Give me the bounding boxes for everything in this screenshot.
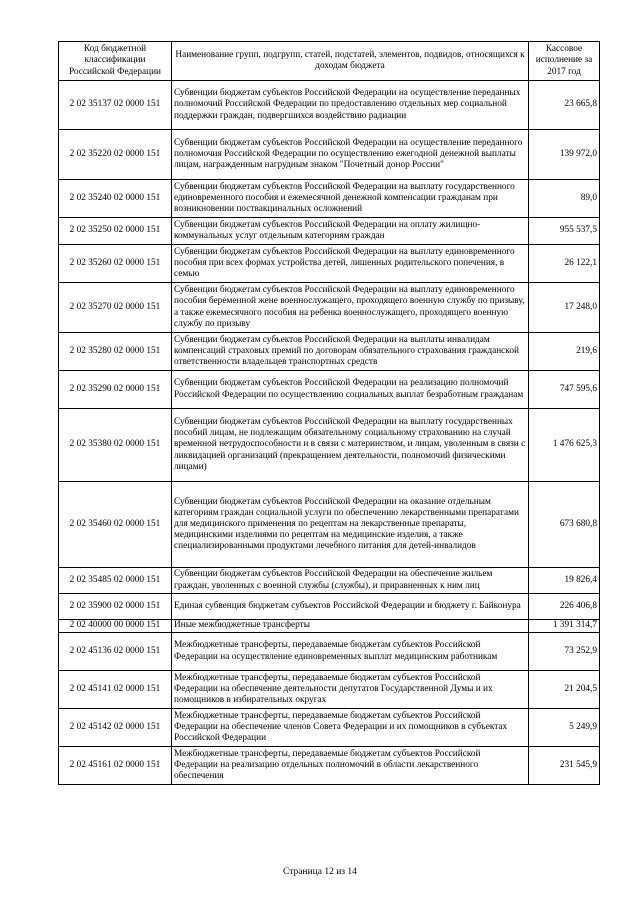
table-row: [59, 633, 600, 671]
table-row: [59, 283, 600, 333]
table-row: [59, 81, 600, 130]
name-cell: Субвенции бюджетам субъектов Российской Федерации на осуществление переданных полномочий Российской Федерации по предоставлению отдельных мер социальной поддержки граждан, подвергшихся воздействию радиации: [172, 81, 529, 130]
amount-cell: 139 972,0: [529, 130, 600, 180]
header-amount: Кассовое исполнение за 2017 год: [529, 42, 600, 81]
name-cell: Субвенции бюджетам субъектов Российской Федерации на выплату единовременного пособия беременной жене военнослужащего, проходящего военную службу по призыву, а также ежемесячного пособия на ребенка военнослужащего, проходящего военную службу по призыву: [172, 283, 529, 333]
name-cell: Межбюджетные трансферты, передаваемые бюджетам субъектов Российской Федерации на реализацию отдельных полномочий в области лекарственного обеспечения: [172, 747, 529, 785]
amount-cell: 673 680,8: [529, 482, 600, 568]
budget-revenue-table: [58, 41, 600, 785]
table-row: [59, 482, 600, 568]
name-cell: Иные межбюджетные трансферты: [172, 620, 529, 633]
name-cell: Субвенции бюджетам субъектов Российской Федерации на осуществление переданного полномочия Российской Федерации по осуществлению ежегодной денежной выплаты лицам, награжденным нагрудным знаком "Почетный донор России": [172, 130, 529, 180]
table-row: [59, 594, 600, 620]
code-cell: 2 02 35290 02 0000 151: [59, 371, 172, 409]
amount-cell: 5 249,9: [529, 709, 600, 747]
name-cell: Субвенции бюджетам субъектов Российской Федерации на выплаты инвалидам компенсаций страховых премий по договорам обязательного страхования гражданской ответственности владельцев транспортных средств: [172, 333, 529, 371]
name-cell: Субвенции бюджетам субъектов Российской Федерации на выплату государственного единовременного пособия и ежемесячной денежной компенсации гражданам при возникновении поствакцинальных осложнений: [172, 180, 529, 218]
name-cell: Субвенции бюджетам субъектов Российской Федерации на оказание отдельным категориям граждан социальной услуги по обеспечению лекарственными препаратами для медицинского применения по рецептам на лекарственные препараты, медицинскими изделиями по рецептам на медицинские изделия, а также специализированными продуктами лечебного питания для детей-инвалидов: [172, 482, 529, 568]
code-cell: 2 02 45141 02 0000 151: [59, 671, 172, 709]
table-body: [59, 81, 600, 785]
name-cell: Субвенции бюджетам субъектов Российской Федерации на выплату государственных пособий лицам, не подлежащим обязательному социальному страхованию на случай временной нетрудоспособности и в связи с материнством, и лицам, уволенным в связи с ликвидацией организаций (прекращением деятельности, полномочий физическими лицами): [172, 409, 529, 482]
table-row: [59, 709, 600, 747]
code-cell: 2 02 35260 02 0000 151: [59, 245, 172, 283]
table-row: [59, 333, 600, 371]
table-row: [59, 130, 600, 180]
amount-cell: 73 252,9: [529, 633, 600, 671]
table-row: [59, 180, 600, 218]
amount-cell: 21 204,5: [529, 671, 600, 709]
code-cell: 2 02 45142 02 0000 151: [59, 709, 172, 747]
code-cell: 2 02 35137 02 0000 151: [59, 81, 172, 130]
name-cell: Межбюджетные трансферты, передаваемые бюджетам субъектов Российской Федерации на обеспечение деятельности депутатов Государственной Думы и их помощников в избирательных округах: [172, 671, 529, 709]
code-cell: 2 02 35240 02 0000 151: [59, 180, 172, 218]
name-cell: Субвенции бюджетам субъектов Российской Федерации на оплату жилищно-коммунальных услуг отдельным категориям граждан: [172, 218, 529, 245]
code-cell: 2 02 35380 02 0000 151: [59, 409, 172, 482]
amount-cell: 1 476 625,3: [529, 409, 600, 482]
name-cell: Единая субвенция бюджетам субъектов Российской Федерации и бюджету г. Байконура: [172, 594, 529, 620]
amount-cell: 17 248,0: [529, 283, 600, 333]
code-cell: 2 02 35250 02 0000 151: [59, 218, 172, 245]
table-row: [59, 747, 600, 785]
code-cell: 2 02 35220 02 0000 151: [59, 130, 172, 180]
amount-cell: 226 406,8: [529, 594, 600, 620]
table-row: [59, 245, 600, 283]
code-cell: 2 02 35280 02 0000 151: [59, 333, 172, 371]
table-row: [59, 371, 600, 409]
name-cell: Субвенции бюджетам субъектов Российской Федерации на реализацию полномочий Российской Федерации по осуществлению социальных выплат безработным гражданам: [172, 371, 529, 409]
code-cell: 2 02 35460 02 0000 151: [59, 482, 172, 568]
amount-cell: 26 122,1: [529, 245, 600, 283]
name-cell: Субвенции бюджетам субъектов Российской Федерации на обеспечение жильем граждан, уволенных с военной службы (службы), и приравненных к ним лиц: [172, 568, 529, 594]
table-row: [59, 218, 600, 245]
code-cell: 2 02 35485 02 0000 151: [59, 568, 172, 594]
table-row: [59, 409, 600, 482]
name-cell: Субвенции бюджетам субъектов Российской Федерации на выплату единовременного пособия при всех формах устройства детей, лишенных родительского попечения, в семью: [172, 245, 529, 283]
table-row: [59, 568, 600, 594]
header-code: Код бюджетной классификации Российской Федерации: [59, 42, 172, 81]
amount-cell: 231 545,9: [529, 747, 600, 785]
amount-cell: 747 595,6: [529, 371, 600, 409]
code-cell: 2 02 35270 02 0000 151: [59, 283, 172, 333]
amount-cell: 1 391 314,7: [529, 620, 600, 633]
code-cell: 2 02 35900 02 0000 151: [59, 594, 172, 620]
header-name: Наименование групп, подгрупп, статей, подстатей, элементов, подвидов, относящихся к доходам бюджета: [172, 42, 529, 81]
table-header-row: [59, 42, 600, 81]
amount-cell: 23 665,8: [529, 81, 600, 130]
amount-cell: 955 537,5: [529, 218, 600, 245]
code-cell: 2 02 40000 00 0000 151: [59, 620, 172, 633]
code-cell: 2 02 45161 02 0000 151: [59, 747, 172, 785]
table-row: [59, 620, 600, 633]
table-row: [59, 671, 600, 709]
code-cell: 2 02 45136 02 0000 151: [59, 633, 172, 671]
amount-cell: 89,0: [529, 180, 600, 218]
page-number: Страница 12 из 14: [283, 867, 357, 877]
name-cell: Межбюджетные трансферты, передаваемые бюджетам субъектов Российской Федерации на осуществление единовременных выплат медицинским работникам: [172, 633, 529, 671]
amount-cell: 219,6: [529, 333, 600, 371]
amount-cell: 19 826,4: [529, 568, 600, 594]
name-cell: Межбюджетные трансферты, передаваемые бюджетам субъектов Российской Федерации на обеспечение членов Совета Федерации и их помощников в субъектах Российской Федерации: [172, 709, 529, 747]
